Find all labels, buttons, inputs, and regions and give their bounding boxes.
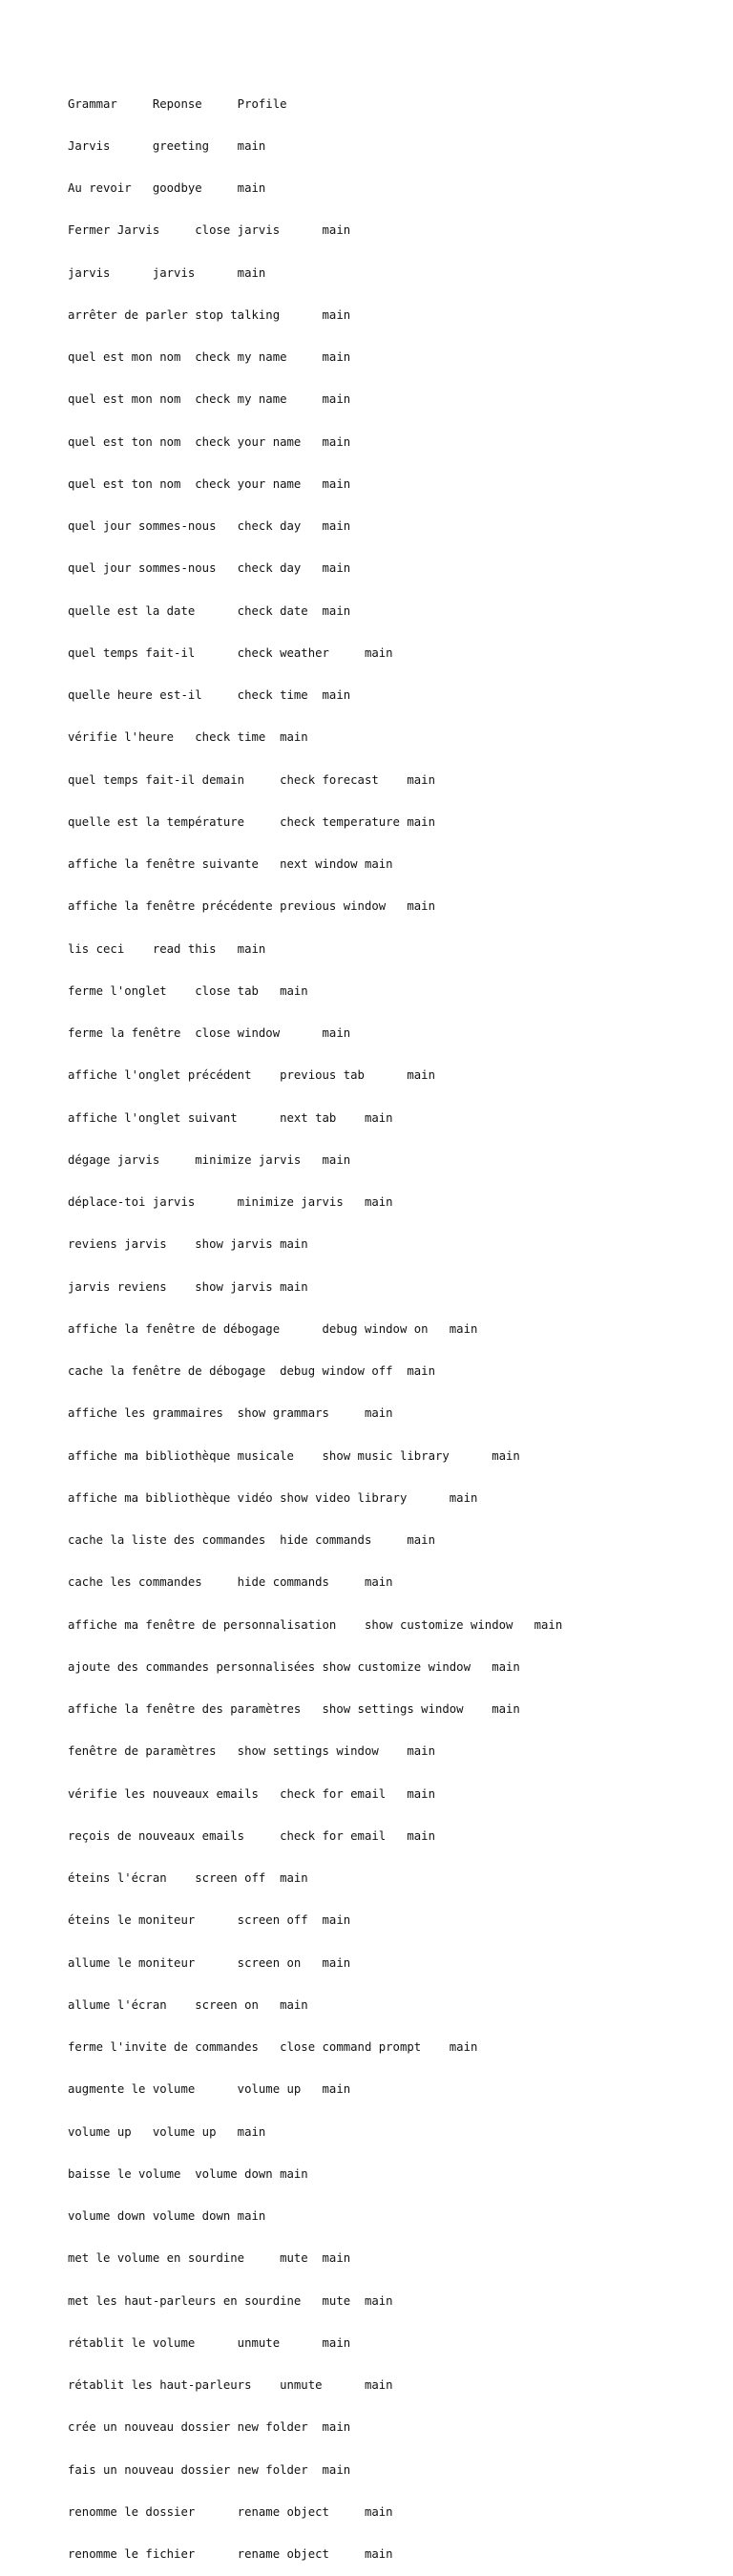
text-line: cache la liste des commandes hide commands main bbox=[68, 1533, 435, 1547]
text-line: quel est mon nom check my name main bbox=[68, 392, 351, 407]
text-line: quel jour sommes-nous check day main bbox=[68, 519, 351, 533]
text-line: affiche la fenêtre précédente previous window main bbox=[68, 899, 435, 914]
text-line: Fermer Jarvis close jarvis main bbox=[68, 223, 351, 238]
text-line: volume down volume down main bbox=[68, 2209, 266, 2223]
text-line: déplace-toi jarvis minimize jarvis main bbox=[68, 1195, 393, 1209]
text-line: affiche ma fenêtre de personnalisation show customize window main bbox=[68, 1617, 563, 1632]
text-line: affiche la fenêtre suivante next window main bbox=[68, 857, 393, 871]
text-line: ajoute des commandes personnalisées show customize window main bbox=[68, 1659, 520, 1674]
text-line: fenêtre de paramètres show settings window main bbox=[68, 1744, 435, 1759]
text-line: quel est ton nom check your name main bbox=[68, 434, 351, 449]
text-line: quel est ton nom check your name main bbox=[68, 476, 351, 491]
text-line: vérifie les nouveaux emails check for email main bbox=[68, 1786, 435, 1801]
text-line: augmente le volume volume up main bbox=[68, 2082, 351, 2097]
text-line: crée un nouveau dossier new folder main bbox=[68, 2420, 351, 2435]
text-line: jarvis reviens show jarvis main bbox=[68, 1279, 308, 1294]
text-line: arrêter de parler stop talking main bbox=[68, 307, 351, 322]
text-line: quelle est la date check date main bbox=[68, 603, 351, 618]
text-line: affiche ma bibliothèque vidéo show video library main bbox=[68, 1490, 478, 1505]
text-line: renomme le dossier rename object main bbox=[68, 2504, 393, 2519]
text-line: affiche la fenêtre de débogage debug window on main bbox=[68, 1321, 478, 1336]
text-line: quelle est la température check temperature main bbox=[68, 814, 435, 829]
document-text bbox=[68, 69, 562, 2576]
text-line: éteins le moniteur screen off main bbox=[68, 1913, 351, 1928]
text-line: quel temps fait-il demain check forecast main bbox=[68, 772, 435, 787]
text-line: jarvis jarvis main bbox=[68, 265, 266, 280]
text-line: ferme l'onglet close tab main bbox=[68, 983, 308, 998]
text-line: met les haut-parleurs en sourdine mute main bbox=[68, 2293, 393, 2308]
text-line: allume le moniteur screen on main bbox=[68, 1955, 351, 1970]
text-line: fais un nouveau dossier new folder main bbox=[68, 2462, 351, 2477]
text-line: cache les commandes hide commands main bbox=[68, 1575, 393, 1590]
text-line: reçois de nouveaux emails check for email main bbox=[68, 1828, 435, 1843]
text-line: vérifie l'heure check time main bbox=[68, 730, 308, 745]
text-line: affiche la fenêtre des paramètres show settings window main bbox=[68, 1702, 520, 1716]
text-line: ferme l'invite de commandes close command prompt main bbox=[68, 2040, 478, 2054]
header-row: Grammar Reponse Profile bbox=[68, 96, 287, 111]
text-line: baisse le volume volume down main bbox=[68, 2166, 308, 2181]
text-line: met le volume en sourdine mute main bbox=[68, 2251, 351, 2266]
text-line: affiche ma bibliothèque musicale show music library main bbox=[68, 1448, 520, 1463]
text-line: affiche l'onglet précédent previous tab main bbox=[68, 1068, 435, 1083]
text-line: rétablit les haut-parleurs unmute main bbox=[68, 2378, 393, 2392]
text-line: reviens jarvis show jarvis main bbox=[68, 1237, 308, 1252]
text-line: ferme la fenêtre close window main bbox=[68, 1026, 351, 1040]
text-line: lis ceci read this main bbox=[68, 941, 266, 956]
text-line: dégage jarvis minimize jarvis main bbox=[68, 1152, 351, 1167]
text-line: éteins l'écran screen off main bbox=[68, 1871, 308, 1885]
text-line: allume l'écran screen on main bbox=[68, 1997, 308, 2012]
text-line: affiche l'onglet suivant next tab main bbox=[68, 1110, 393, 1125]
text-line: quel temps fait-il check weather main bbox=[68, 645, 393, 660]
text-line: rétablit le volume unmute main bbox=[68, 2335, 351, 2350]
text-line: Au revoir goodbye main bbox=[68, 181, 266, 195]
text-line: volume up volume up main bbox=[68, 2124, 266, 2139]
text-line: cache la fenêtre de débogage debug window off main bbox=[68, 1364, 435, 1378]
text-line: quel est mon nom check my name main bbox=[68, 350, 351, 364]
text-line: renomme le fichier rename object main bbox=[68, 2547, 393, 2561]
text-line: Jarvis greeting main bbox=[68, 138, 266, 153]
text-line: affiche les grammaires show grammars main bbox=[68, 1406, 393, 1421]
text-line: quelle heure est-il check time main bbox=[68, 688, 351, 702]
text-line: quel jour sommes-nous check day main bbox=[68, 561, 351, 576]
